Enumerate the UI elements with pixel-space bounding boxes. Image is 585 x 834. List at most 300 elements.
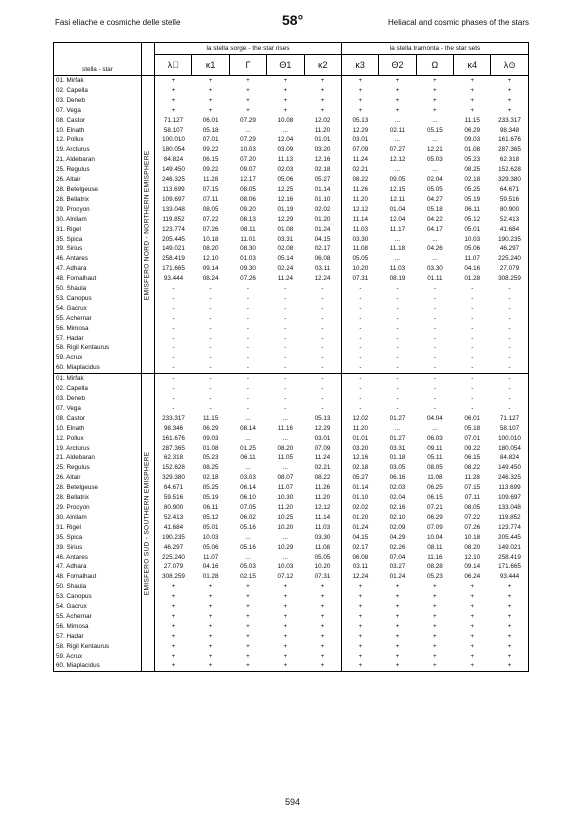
phase-value: 93.444 bbox=[155, 274, 192, 284]
phase-value: 05.19 bbox=[464, 195, 481, 203]
phase-value: 225.240 bbox=[498, 255, 521, 263]
phase-value: 05.23 bbox=[202, 454, 219, 462]
phase-value: - bbox=[471, 404, 474, 412]
phase-value: - bbox=[209, 304, 212, 312]
star-name: 39. Sirius bbox=[56, 543, 83, 551]
phase-value: 03.30 bbox=[341, 235, 378, 245]
phase-value: 12.15 bbox=[389, 185, 406, 193]
phase-value: - bbox=[508, 304, 511, 312]
phase-value: - bbox=[471, 285, 474, 293]
phase-value: - bbox=[246, 404, 250, 412]
phase-value: 46.297 bbox=[499, 245, 520, 253]
phase-value: 12.16 bbox=[341, 453, 378, 463]
phase-value: ... bbox=[245, 414, 251, 422]
table-row bbox=[54, 363, 529, 373]
phase-value: 02.24 bbox=[277, 265, 294, 273]
phase-value: 11.20 bbox=[341, 195, 378, 205]
star-name: 26. Altair bbox=[56, 176, 81, 184]
phase-value: 149.450 bbox=[155, 165, 192, 175]
phase-value: 113.699 bbox=[498, 484, 521, 492]
phase-value: 190.235 bbox=[498, 235, 521, 243]
phase-value: 11.26 bbox=[341, 185, 378, 195]
phase-value: 08.19 bbox=[389, 275, 406, 283]
star-name: 57. Hadar bbox=[56, 632, 84, 640]
phase-value: 06.24 bbox=[464, 573, 481, 581]
star-name: 35. Spica bbox=[56, 235, 83, 243]
phase-value: + bbox=[433, 652, 437, 660]
header-right-title: Heliacal and cosmic phases of the stars bbox=[388, 18, 529, 27]
phase-value: 04.26 bbox=[426, 245, 443, 253]
phase-value: ... bbox=[394, 136, 401, 144]
phase-value: 11.15 bbox=[464, 116, 480, 124]
star-name: 48. Fomalhaut bbox=[56, 275, 97, 283]
star-name: 31. Rigel bbox=[56, 523, 81, 531]
phase-value: 03.30 bbox=[314, 533, 331, 541]
rise-phase-symbol: λ⃝ bbox=[155, 55, 192, 76]
table-row bbox=[54, 334, 529, 344]
phase-value: 11.03 bbox=[341, 225, 378, 235]
star-name: 12. Pollux bbox=[56, 434, 84, 442]
phase-value: 41.684 bbox=[499, 225, 520, 233]
phase-value: 11.08 bbox=[314, 543, 331, 551]
phase-value: + bbox=[246, 603, 250, 611]
star-name: 28. Bellatrix bbox=[56, 494, 89, 502]
phase-value: + bbox=[433, 583, 437, 591]
phase-value: - bbox=[341, 363, 378, 373]
phase-value: 06.02 bbox=[240, 513, 256, 521]
phase-value: 05.19 bbox=[202, 494, 219, 502]
phase-value: - bbox=[229, 374, 266, 384]
phase-value: + bbox=[155, 582, 192, 592]
phase-value: 84.824 bbox=[155, 155, 192, 165]
hemisphere-label: EMISFERO NORD - NORTHERN EMISPHERE bbox=[141, 76, 154, 374]
phase-value: - bbox=[321, 314, 324, 322]
table-row bbox=[54, 444, 529, 454]
phase-value: - bbox=[267, 374, 304, 384]
phase-value: + bbox=[454, 661, 491, 671]
phase-value: 07.20 bbox=[240, 156, 256, 164]
star-name: 59. Acrux bbox=[56, 652, 83, 660]
phase-value: - bbox=[155, 304, 192, 314]
phase-value: 62.318 bbox=[499, 156, 520, 164]
phase-value: 98.346 bbox=[155, 424, 192, 434]
phase-value: + bbox=[208, 603, 213, 611]
phase-value: 12.10 bbox=[202, 255, 219, 263]
phase-value: - bbox=[246, 344, 250, 352]
phase-value: - bbox=[246, 324, 250, 332]
phase-value: ... bbox=[432, 136, 438, 144]
phase-value: 12.04 bbox=[389, 215, 406, 223]
table-row bbox=[54, 96, 529, 106]
phase-value: - bbox=[396, 285, 399, 293]
phase-value: 05.03 bbox=[426, 156, 443, 164]
phase-value: 11.07 bbox=[277, 484, 293, 492]
phase-value: + bbox=[341, 652, 378, 662]
rise-phase-symbol: κ1 bbox=[192, 55, 229, 76]
phase-value: 02.17 bbox=[341, 543, 378, 553]
phase-value: + bbox=[507, 86, 512, 94]
star-name: 19. Arcturus bbox=[56, 444, 90, 452]
phase-value: 10.04 bbox=[426, 533, 443, 541]
phase-value: 07.11 bbox=[464, 494, 480, 502]
phase-value: 113.699 bbox=[155, 185, 192, 195]
phase-value: 06.16 bbox=[389, 474, 406, 482]
table-row bbox=[54, 562, 529, 572]
phase-value: + bbox=[470, 77, 475, 84]
phase-value: - bbox=[433, 324, 436, 332]
phase-value: 03.01 bbox=[314, 434, 331, 442]
phase-value: 05.05 bbox=[341, 254, 378, 264]
phase-value: 93.444 bbox=[499, 573, 520, 581]
phase-value: 246.325 bbox=[155, 175, 192, 185]
phase-value: 09.22 bbox=[464, 444, 481, 452]
phase-value: + bbox=[155, 86, 192, 96]
phase-value: ... bbox=[432, 235, 438, 243]
phase-value: 07.27 bbox=[389, 146, 406, 154]
phase-value: 05.23 bbox=[464, 156, 481, 164]
phase-value: - bbox=[155, 374, 192, 384]
phase-value: + bbox=[283, 652, 288, 660]
phase-value: - bbox=[396, 404, 399, 412]
phase-value: 01.20 bbox=[314, 215, 331, 223]
star-name: 08. Castor bbox=[56, 414, 86, 422]
phase-value: 01.27 bbox=[389, 434, 406, 442]
phase-value: + bbox=[395, 86, 400, 94]
phase-value: - bbox=[508, 285, 511, 293]
phase-value: 05.18 bbox=[464, 424, 481, 432]
phase-value: 11.24 bbox=[277, 275, 293, 283]
phase-value: 01.08 bbox=[202, 444, 219, 452]
star-name: 59. Acrux bbox=[56, 354, 83, 362]
phase-value: - bbox=[508, 344, 511, 352]
phase-value: - bbox=[321, 364, 324, 372]
table-row bbox=[54, 414, 529, 424]
phase-value: + bbox=[208, 583, 213, 591]
phase-value: + bbox=[246, 652, 250, 660]
star-name: 03. Deneb bbox=[56, 395, 86, 402]
table-row bbox=[54, 632, 529, 642]
phase-value: 01.11 bbox=[427, 275, 443, 283]
table-row bbox=[54, 274, 529, 284]
star-name: 46. Antares bbox=[56, 553, 88, 561]
phase-value: 08.20 bbox=[277, 444, 294, 452]
star-name: 01. Mirfak bbox=[54, 374, 142, 384]
phase-value: 01.10 bbox=[341, 493, 378, 503]
phase-value: 07.01 bbox=[464, 434, 481, 442]
phase-value: - bbox=[396, 324, 399, 332]
table-row bbox=[54, 404, 529, 414]
phase-value: 05.16 bbox=[240, 523, 256, 531]
star-name: 54. Gacrux bbox=[56, 603, 87, 611]
phase-value: + bbox=[470, 612, 475, 620]
star-name: 25. Regulus bbox=[56, 464, 90, 472]
table-row bbox=[54, 642, 529, 652]
phase-value: 05.13 bbox=[314, 414, 331, 422]
phase-value: - bbox=[416, 374, 453, 384]
phase-value: 12.12 bbox=[389, 156, 406, 164]
phase-value: + bbox=[507, 603, 512, 611]
phases-table bbox=[53, 42, 529, 672]
phase-value: 08.20 bbox=[202, 245, 219, 253]
phase-value: + bbox=[155, 632, 192, 642]
phase-value: + bbox=[470, 106, 475, 114]
phase-value: - bbox=[433, 395, 436, 402]
table-row bbox=[54, 145, 529, 155]
phase-value: 04.15 bbox=[314, 235, 331, 243]
phase-value: 12.29 bbox=[277, 215, 294, 223]
phase-value: 05.06 bbox=[464, 245, 481, 253]
star-name: 55. Achernar bbox=[56, 314, 92, 322]
phase-value: 11.28 bbox=[464, 474, 480, 482]
phase-value: 01.18 bbox=[389, 454, 406, 462]
phase-value: + bbox=[320, 652, 325, 660]
phase-value: 287.365 bbox=[155, 444, 192, 454]
phase-value: - bbox=[471, 334, 474, 342]
phase-value: + bbox=[283, 642, 288, 650]
phase-value: - bbox=[321, 324, 324, 332]
table-row bbox=[54, 235, 529, 245]
phase-value: 07.09 bbox=[426, 523, 443, 531]
phase-value: - bbox=[304, 374, 341, 384]
phase-value: 07.29 bbox=[240, 116, 256, 124]
phase-value: 05.23 bbox=[426, 573, 443, 581]
phase-value: 01.08 bbox=[464, 146, 481, 154]
star-name: 21. Aldebaran bbox=[56, 454, 95, 462]
phase-value: + bbox=[283, 106, 288, 114]
phase-value: 80.900 bbox=[155, 503, 192, 513]
phase-value: - bbox=[209, 354, 212, 362]
phase-value: 06.01 bbox=[202, 116, 219, 124]
table-row bbox=[54, 86, 529, 96]
phase-value: - bbox=[341, 394, 378, 404]
phase-value: 287.365 bbox=[498, 146, 521, 154]
phase-value: 152.628 bbox=[155, 463, 192, 473]
table-row bbox=[54, 264, 529, 274]
phase-value: - bbox=[396, 344, 399, 352]
phase-value: 11.07 bbox=[202, 553, 219, 561]
phase-value: + bbox=[433, 593, 437, 601]
phase-value: 04.15 bbox=[341, 533, 378, 543]
phase-value: - bbox=[508, 395, 511, 402]
phase-value: - bbox=[209, 314, 212, 322]
phase-value: - bbox=[508, 334, 511, 342]
phase-value: + bbox=[320, 622, 325, 630]
phase-value: - bbox=[321, 385, 324, 393]
table-row bbox=[54, 394, 529, 404]
phase-value: - bbox=[284, 344, 287, 352]
phase-value: ... bbox=[394, 424, 401, 432]
phase-value: 06.25 bbox=[426, 484, 443, 492]
phase-value: 12.10 bbox=[464, 553, 481, 561]
phase-value: 01.14 bbox=[314, 185, 331, 193]
phase-value: 09.14 bbox=[202, 265, 219, 273]
phase-value: + bbox=[320, 96, 325, 104]
phase-value: + bbox=[341, 76, 378, 86]
phase-value: 05.18 bbox=[426, 205, 443, 213]
phase-value: ... bbox=[245, 464, 251, 472]
table-row bbox=[54, 314, 529, 324]
table-row bbox=[54, 572, 529, 582]
phase-value: 05.06 bbox=[202, 543, 219, 551]
phase-value: + bbox=[208, 632, 213, 640]
phase-value: + bbox=[320, 593, 325, 601]
star-name: 07. Vega bbox=[56, 106, 81, 114]
phase-value: 05.12 bbox=[202, 513, 219, 521]
phase-value: - bbox=[284, 285, 287, 293]
phase-value: 11.16 bbox=[277, 424, 293, 432]
phase-value: 01.14 bbox=[341, 483, 378, 493]
phase-value: 119.852 bbox=[498, 513, 521, 521]
phase-value: - bbox=[284, 324, 287, 332]
phase-value: + bbox=[283, 603, 288, 611]
phase-value: + bbox=[341, 602, 378, 612]
phase-value: 05.11 bbox=[427, 454, 443, 462]
phase-value: + bbox=[507, 96, 512, 104]
phase-value: 02.26 bbox=[389, 543, 406, 551]
phase-value: 149.021 bbox=[498, 543, 521, 551]
star-name: 56. Mimosa bbox=[56, 622, 89, 630]
phase-value: + bbox=[246, 632, 250, 640]
phase-value: + bbox=[208, 96, 213, 104]
phase-value: 07.22 bbox=[202, 215, 219, 223]
phase-value: 09.14 bbox=[464, 563, 481, 571]
phase-value: 12.24 bbox=[314, 275, 331, 283]
phase-value: + bbox=[470, 96, 475, 104]
phase-value: + bbox=[470, 86, 475, 94]
star-name: 01. Mirfak bbox=[56, 77, 84, 84]
table-row bbox=[54, 175, 529, 185]
phase-value: - bbox=[284, 404, 287, 412]
phase-value: - bbox=[433, 294, 436, 302]
phase-value: + bbox=[246, 583, 250, 591]
phase-value: 205.445 bbox=[155, 235, 192, 245]
phase-value: 133.048 bbox=[155, 205, 192, 215]
phase-value: + bbox=[246, 77, 250, 84]
phase-value: + bbox=[395, 96, 400, 104]
phase-value: 02.15 bbox=[240, 573, 256, 581]
phase-value: 11.03 bbox=[389, 265, 406, 273]
phase-value: + bbox=[433, 642, 437, 650]
phase-value: + bbox=[155, 592, 192, 602]
phase-value: 10.18 bbox=[202, 235, 219, 243]
phase-value: - bbox=[284, 334, 287, 342]
phase-value: 10.20 bbox=[341, 264, 378, 274]
table-row bbox=[54, 553, 529, 563]
phase-value: - bbox=[396, 395, 399, 402]
phase-value: - bbox=[341, 334, 378, 344]
phase-value: 12.17 bbox=[240, 176, 256, 184]
table-row bbox=[54, 155, 529, 165]
star-name: 58. Rigil Kentaurus bbox=[56, 344, 110, 352]
table-row bbox=[54, 304, 529, 314]
star-name: 30. Alnilam bbox=[56, 215, 87, 223]
phase-value: + bbox=[208, 77, 213, 84]
phase-value: + bbox=[155, 622, 192, 632]
phase-value: 11.15 bbox=[202, 414, 219, 422]
table-row bbox=[54, 622, 529, 632]
phase-value: + bbox=[341, 582, 378, 592]
phase-value: 06.11 bbox=[240, 454, 256, 462]
phase-value: 03.11 bbox=[314, 265, 331, 273]
phase-value: - bbox=[341, 294, 378, 304]
phase-value: 06.10 bbox=[240, 494, 256, 502]
table-row bbox=[54, 592, 529, 602]
star-name: 35. Spica bbox=[56, 533, 83, 541]
phase-value: + bbox=[320, 603, 325, 611]
phase-value: 11.26 bbox=[314, 484, 331, 492]
phase-value: 10.25 bbox=[277, 513, 294, 521]
phase-value: ... bbox=[282, 553, 288, 561]
phase-value: 07.11 bbox=[202, 195, 219, 203]
phase-value: - bbox=[246, 294, 250, 302]
header-latitude: 58° bbox=[282, 12, 304, 28]
phase-value: + bbox=[283, 86, 288, 94]
phase-value: - bbox=[396, 314, 399, 322]
phase-value: 06.29 bbox=[202, 424, 219, 432]
set-phase-symbol: Θ2 bbox=[379, 55, 416, 76]
phase-value: 12.12 bbox=[341, 205, 378, 215]
phase-value: 02.18 bbox=[464, 176, 481, 184]
phase-value: ... bbox=[432, 424, 438, 432]
phase-value: ... bbox=[282, 464, 288, 472]
phase-value: 233.317 bbox=[498, 116, 521, 124]
phase-value: - bbox=[471, 364, 474, 372]
phase-value: - bbox=[341, 324, 378, 334]
phase-value: 05.12 bbox=[464, 215, 481, 223]
phase-value: + bbox=[395, 583, 400, 591]
star-name: 10. Elnath bbox=[56, 424, 85, 432]
phase-value: + bbox=[470, 622, 475, 630]
phase-value: - bbox=[471, 395, 474, 402]
star-name: 12. Pollux bbox=[56, 136, 84, 144]
phase-value: 02.03 bbox=[389, 484, 406, 492]
phase-value: 01.04 bbox=[389, 205, 406, 213]
phase-value: + bbox=[341, 86, 378, 96]
phase-value: + bbox=[320, 632, 325, 640]
phase-value: 08.20 bbox=[464, 543, 481, 551]
phase-value: - bbox=[396, 364, 399, 372]
star-name: 48. Fomalhaut bbox=[56, 573, 97, 581]
phase-value: 10.29 bbox=[277, 543, 294, 551]
phase-value: - bbox=[284, 364, 287, 372]
phase-value: 01.01 bbox=[314, 136, 331, 144]
phase-value: 08.25 bbox=[464, 166, 481, 174]
phase-value: + bbox=[246, 96, 250, 104]
phase-value: 09.05 bbox=[389, 176, 406, 184]
table-row bbox=[54, 533, 529, 543]
phase-value: + bbox=[229, 661, 266, 671]
phase-value: ... bbox=[394, 166, 401, 174]
phase-value: 180.054 bbox=[155, 145, 192, 155]
table-row bbox=[54, 661, 529, 671]
phase-value: + bbox=[395, 642, 400, 650]
phase-value: 02.16 bbox=[389, 503, 406, 511]
phase-value: 205.445 bbox=[498, 533, 521, 541]
phase-value: 180.054 bbox=[498, 444, 521, 452]
phase-value: 05.01 bbox=[464, 225, 481, 233]
phase-value: 05.14 bbox=[277, 255, 294, 263]
phase-value: 11.14 bbox=[314, 513, 331, 521]
phase-value: 58.107 bbox=[155, 126, 192, 136]
phase-value: 11.07 bbox=[464, 255, 480, 263]
star-name: 57. Hadar bbox=[56, 334, 84, 342]
phase-value: - bbox=[396, 354, 399, 362]
phase-value: 10.18 bbox=[464, 533, 481, 541]
table-row bbox=[54, 76, 529, 86]
star-name: 25. Regulus bbox=[56, 166, 90, 174]
phase-value: 04.29 bbox=[389, 533, 406, 541]
phase-value: + bbox=[507, 106, 512, 114]
